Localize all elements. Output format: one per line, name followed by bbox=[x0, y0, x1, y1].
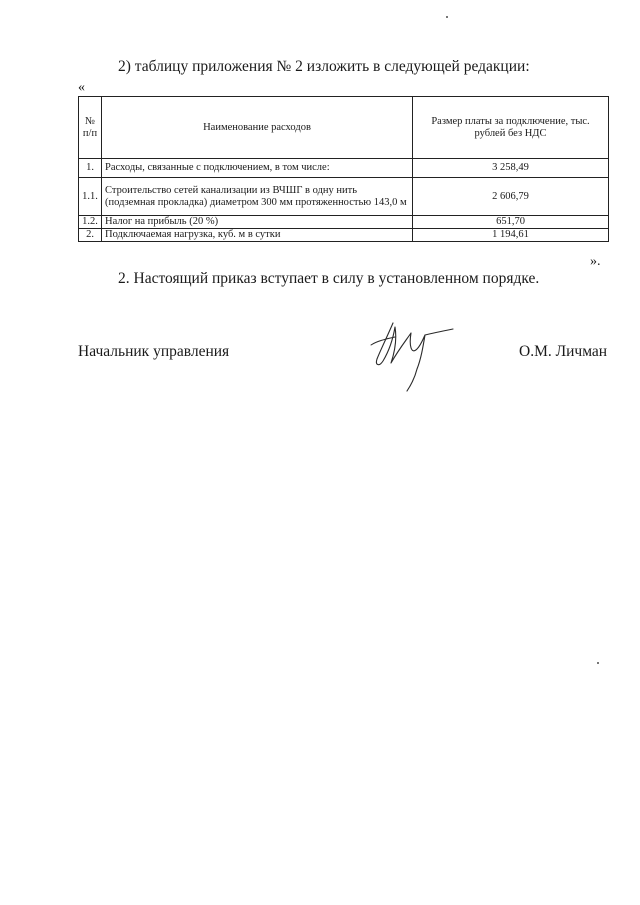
table-row bbox=[79, 229, 609, 242]
row-name: Подключаемая нагрузка, куб. м в сутки bbox=[102, 229, 413, 242]
row-num: 2. bbox=[79, 229, 102, 242]
signatory-name: О.М. Личман bbox=[519, 343, 608, 360]
row-value: 651,70 bbox=[413, 216, 609, 229]
opening-quote: « bbox=[78, 80, 85, 95]
row-value: 3 258,49 bbox=[413, 159, 609, 178]
header-name: Наименование расходов bbox=[102, 97, 413, 159]
intro-text: 2) таблицу приложения № 2 изложить в следующей редакции: bbox=[118, 58, 530, 75]
row-num: 1.2. bbox=[79, 216, 102, 229]
row-value: 2 606,79 bbox=[413, 178, 609, 216]
row-name: Строительство сетей канализации из ВЧШГ в одну нить (подземная прокладка) диаметром 300 мм протяженностью 143,0 м bbox=[102, 178, 413, 216]
handwritten-signature bbox=[365, 315, 457, 395]
table-row bbox=[79, 159, 609, 178]
row-name: Налог на прибыль (20 %) bbox=[102, 216, 413, 229]
closing-quote: ». bbox=[590, 254, 601, 269]
table-row bbox=[79, 178, 609, 216]
table-header-row bbox=[79, 97, 609, 159]
row-num: 1.1. bbox=[79, 178, 102, 216]
position-title: Начальник управления bbox=[78, 343, 230, 360]
cost-table bbox=[78, 96, 609, 242]
scan-speck bbox=[597, 662, 599, 664]
scan-speck bbox=[446, 16, 448, 18]
row-name: Расходы, связанные с подключением, в том числе: bbox=[102, 159, 413, 178]
header-num: № п/п bbox=[79, 97, 102, 159]
table-row bbox=[79, 216, 609, 229]
header-value: Размер платы за подключение, тыс. рублей без НДС bbox=[413, 97, 609, 159]
row-num: 1. bbox=[79, 159, 102, 178]
row-value: 1 194,61 bbox=[413, 229, 609, 242]
clause-text: 2. Настоящий приказ вступает в силу в установленном порядке. bbox=[118, 270, 540, 287]
